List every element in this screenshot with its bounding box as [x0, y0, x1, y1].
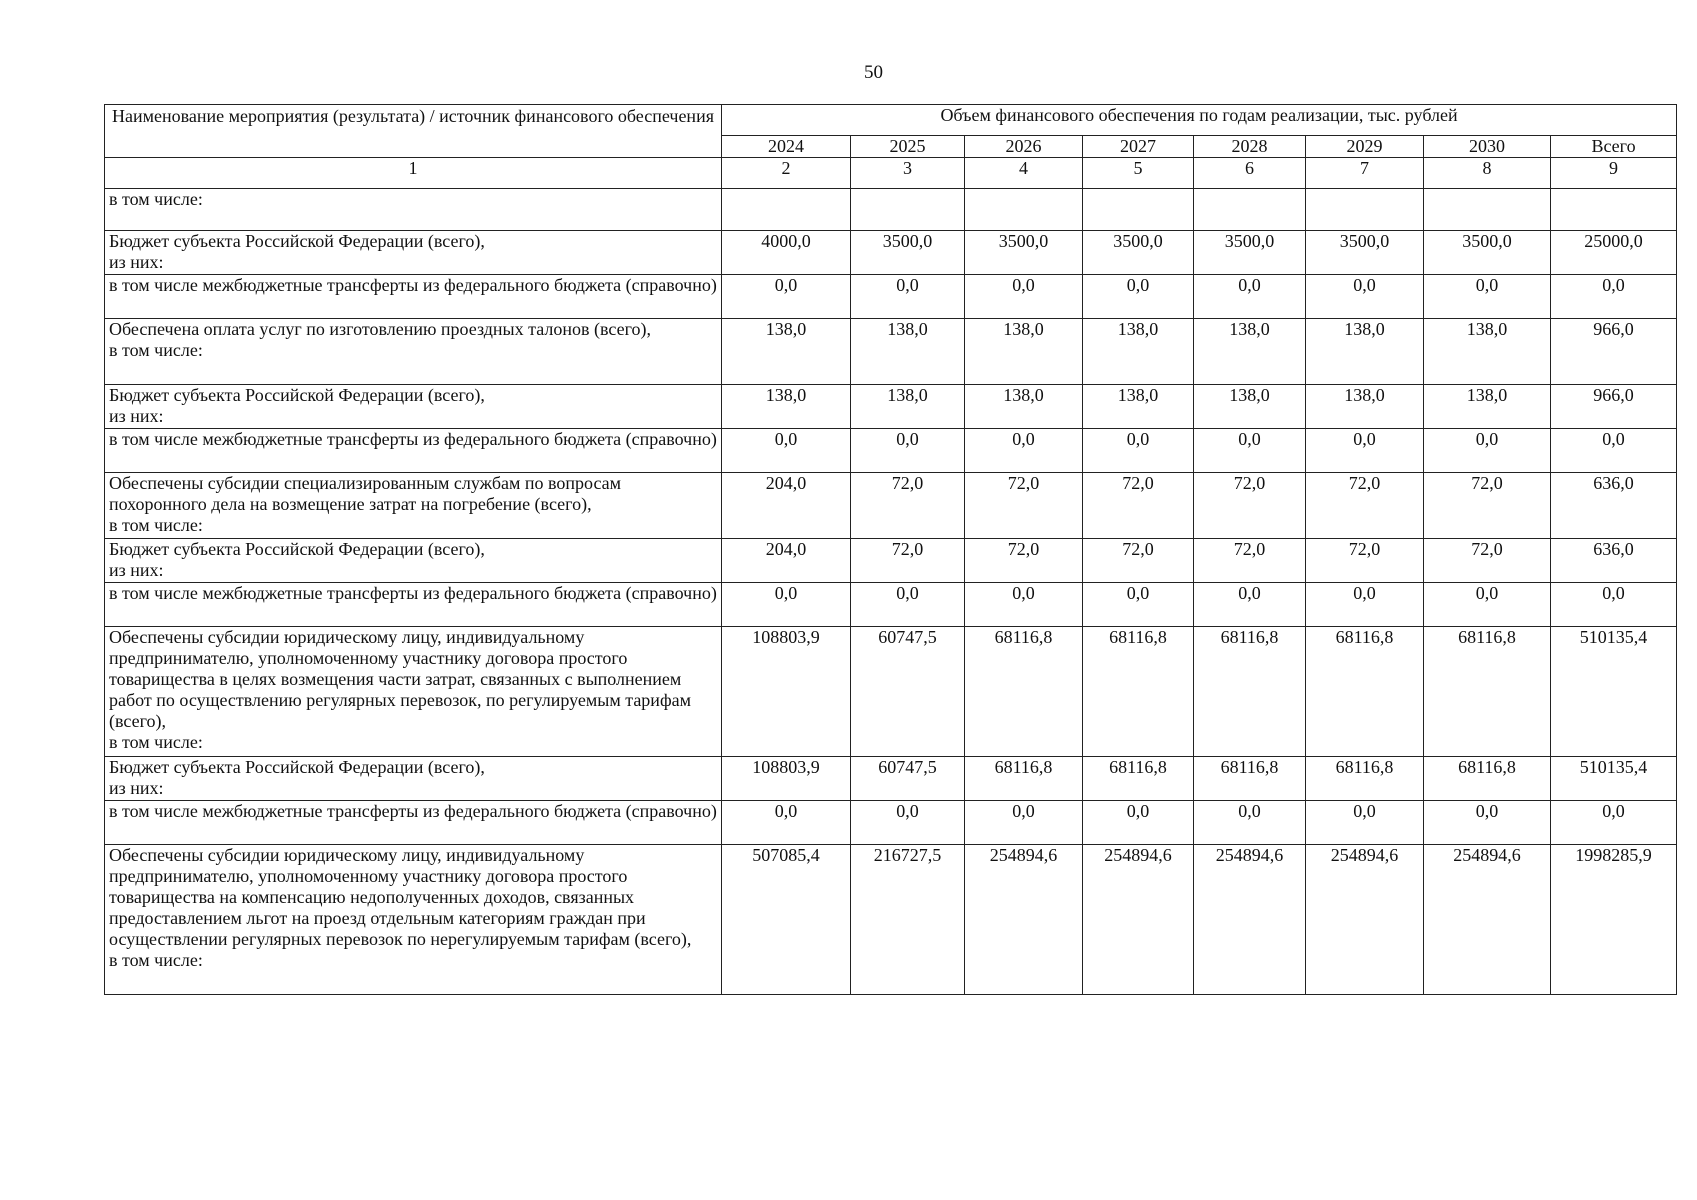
header-year-cell: Всего	[1551, 136, 1677, 158]
row-value-cell: 0,0	[722, 801, 851, 845]
row-value-cell: 0,0	[1194, 583, 1306, 627]
row-value-cell	[1306, 189, 1424, 231]
row-value-cell: 0,0	[1306, 801, 1424, 845]
row-value-cell: 72,0	[1424, 539, 1551, 583]
row-value-cell: 0,0	[965, 275, 1083, 319]
row-name-cell: Бюджет субъекта Российской Федерации (всего), из них:	[105, 539, 722, 583]
table-row	[105, 189, 1677, 231]
row-value-cell: 68116,8	[1194, 627, 1306, 757]
row-name-cell: в том числе межбюджетные трансферты из федерального бюджета (справочно)	[105, 429, 722, 473]
row-value-cell: 72,0	[1083, 539, 1194, 583]
row-value-cell: 510135,4	[1551, 757, 1677, 801]
row-value-cell: 216727,5	[851, 845, 965, 995]
row-value-cell: 138,0	[1083, 385, 1194, 429]
row-value-cell: 0,0	[1194, 801, 1306, 845]
row-value-cell: 138,0	[1306, 385, 1424, 429]
row-value-cell: 72,0	[965, 539, 1083, 583]
header-year-cell: 2030	[1424, 136, 1551, 158]
table-body	[105, 189, 1677, 995]
row-name-cell: в том числе межбюджетные трансферты из федерального бюджета (справочно)	[105, 801, 722, 845]
row-name-cell: Бюджет субъекта Российской Федерации (всего), из них:	[105, 757, 722, 801]
row-value-cell	[1083, 189, 1194, 231]
row-value-cell: 0,0	[1194, 429, 1306, 473]
row-value-cell: 0,0	[1083, 429, 1194, 473]
row-value-cell: 510135,4	[1551, 627, 1677, 757]
row-value-cell: 0,0	[851, 583, 965, 627]
row-name-cell: Обеспечены субсидии специализированным службам по вопросам похоронного дела на возмещение затрат на погребение (всего), в том числе:	[105, 473, 722, 539]
row-value-cell: 966,0	[1551, 385, 1677, 429]
row-name-cell: Обеспечена оплата услуг по изготовлению проездных талонов (всего), в том числе:	[105, 319, 722, 385]
financing-table	[104, 104, 1677, 995]
row-value-cell: 254894,6	[1194, 845, 1306, 995]
row-value-cell: 0,0	[1551, 801, 1677, 845]
row-value-cell: 3500,0	[1194, 231, 1306, 275]
header-year-cell: 2028	[1194, 136, 1306, 158]
header-column-number-cell: 7	[1306, 158, 1424, 189]
row-value-cell: 254894,6	[965, 845, 1083, 995]
row-value-cell: 0,0	[1306, 429, 1424, 473]
row-value-cell: 0,0	[1424, 275, 1551, 319]
header-column-number-cell: 3	[851, 158, 965, 189]
row-value-cell: 636,0	[1551, 473, 1677, 539]
row-value-cell: 72,0	[851, 473, 965, 539]
row-value-cell: 138,0	[1083, 319, 1194, 385]
header-column-number-cell: 1	[105, 158, 722, 189]
row-value-cell: 138,0	[1424, 319, 1551, 385]
row-value-cell: 138,0	[1424, 385, 1551, 429]
row-value-cell: 0,0	[1306, 275, 1424, 319]
row-value-cell: 138,0	[965, 319, 1083, 385]
table-row	[105, 627, 1677, 757]
row-value-cell: 0,0	[1551, 583, 1677, 627]
row-value-cell	[965, 189, 1083, 231]
row-value-cell: 108803,9	[722, 627, 851, 757]
row-name-cell: в том числе межбюджетные трансферты из федерального бюджета (справочно)	[105, 275, 722, 319]
table-row	[105, 583, 1677, 627]
row-value-cell: 966,0	[1551, 319, 1677, 385]
table-row	[105, 429, 1677, 473]
header-column-number-cell: 6	[1194, 158, 1306, 189]
row-name-cell: в том числе межбюджетные трансферты из федерального бюджета (справочно)	[105, 583, 722, 627]
page-number: 50	[864, 62, 883, 83]
header-year-cell: 2029	[1306, 136, 1424, 158]
row-value-cell: 108803,9	[722, 757, 851, 801]
row-value-cell: 4000,0	[722, 231, 851, 275]
row-value-cell: 0,0	[1306, 583, 1424, 627]
row-value-cell: 0,0	[1551, 275, 1677, 319]
row-value-cell: 0,0	[965, 801, 1083, 845]
row-name-cell: Бюджет субъекта Российской Федерации (всего), из них:	[105, 231, 722, 275]
row-value-cell: 138,0	[722, 385, 851, 429]
row-value-cell: 0,0	[1424, 429, 1551, 473]
row-value-cell: 0,0	[1551, 429, 1677, 473]
row-value-cell: 0,0	[851, 275, 965, 319]
row-value-cell	[851, 189, 965, 231]
row-value-cell: 0,0	[722, 583, 851, 627]
row-value-cell: 0,0	[722, 275, 851, 319]
row-value-cell: 507085,4	[722, 845, 851, 995]
header-column-number-cell: 8	[1424, 158, 1551, 189]
row-value-cell: 68116,8	[1194, 757, 1306, 801]
row-value-cell: 204,0	[722, 473, 851, 539]
row-value-cell: 68116,8	[1306, 627, 1424, 757]
row-name-cell: Обеспечены субсидии юридическому лицу, индивидуальному предпринимателю, уполномоченному участнику договора простого товарищества на компенсацию недополученных доходов, связанных предоставлением льгот на проезд отдельным категориям граждан при осуществлении регулярных перевозок по нерегулируемым тарифам (всего), в том числе:	[105, 845, 722, 995]
row-value-cell: 72,0	[965, 473, 1083, 539]
table-row	[105, 275, 1677, 319]
table-row	[105, 385, 1677, 429]
row-value-cell: 0,0	[722, 429, 851, 473]
row-value-cell: 72,0	[1306, 539, 1424, 583]
row-value-cell: 68116,8	[1306, 757, 1424, 801]
row-value-cell: 3500,0	[965, 231, 1083, 275]
row-value-cell: 138,0	[722, 319, 851, 385]
row-value-cell: 3500,0	[1083, 231, 1194, 275]
row-value-cell: 72,0	[1083, 473, 1194, 539]
table-row	[105, 539, 1677, 583]
row-value-cell: 204,0	[722, 539, 851, 583]
row-value-cell	[1194, 189, 1306, 231]
row-value-cell: 0,0	[1424, 583, 1551, 627]
row-value-cell: 0,0	[1083, 583, 1194, 627]
row-value-cell: 68116,8	[965, 627, 1083, 757]
row-name-cell: Бюджет субъекта Российской Федерации (всего), из них:	[105, 385, 722, 429]
row-value-cell: 138,0	[851, 319, 965, 385]
table-row	[105, 845, 1677, 995]
row-value-cell: 3500,0	[1306, 231, 1424, 275]
table-row	[105, 319, 1677, 385]
header-year-cell: 2025	[851, 136, 965, 158]
row-value-cell	[722, 189, 851, 231]
row-value-cell: 68116,8	[1083, 627, 1194, 757]
row-value-cell: 68116,8	[1424, 627, 1551, 757]
row-value-cell: 636,0	[1551, 539, 1677, 583]
header-year-cell: 2024	[722, 136, 851, 158]
row-value-cell: 0,0	[851, 429, 965, 473]
row-value-cell: 72,0	[1194, 473, 1306, 539]
header-column-number-cell: 4	[965, 158, 1083, 189]
row-name-cell: в том числе:	[105, 189, 722, 231]
row-value-cell: 72,0	[1424, 473, 1551, 539]
row-value-cell: 138,0	[1194, 319, 1306, 385]
header-column-number-cell: 9	[1551, 158, 1677, 189]
table-row	[105, 231, 1677, 275]
header-volume-column: Объем финансового обеспечения по годам реализации, тыс. рублей	[722, 105, 1677, 136]
header-year-cell: 2026	[965, 136, 1083, 158]
table-row	[105, 757, 1677, 801]
row-value-cell	[1424, 189, 1551, 231]
row-value-cell: 138,0	[965, 385, 1083, 429]
row-value-cell: 254894,6	[1306, 845, 1424, 995]
row-value-cell: 3500,0	[851, 231, 965, 275]
row-value-cell: 0,0	[851, 801, 965, 845]
header-column-numbers-row	[105, 158, 1677, 189]
row-value-cell: 68116,8	[1083, 757, 1194, 801]
row-value-cell: 25000,0	[1551, 231, 1677, 275]
row-value-cell: 3500,0	[1424, 231, 1551, 275]
row-value-cell: 0,0	[1424, 801, 1551, 845]
table-row	[105, 473, 1677, 539]
row-value-cell: 68116,8	[965, 757, 1083, 801]
header-year-cell: 2027	[1083, 136, 1194, 158]
row-value-cell: 68116,8	[1424, 757, 1551, 801]
row-value-cell: 72,0	[851, 539, 965, 583]
row-name-cell: Обеспечены субсидии юридическому лицу, индивидуальному предпринимателю, уполномоченному участнику договора простого товарищества в целях возмещения части затрат, связанных с выполнением работ по осуществлению регулярных перевозок, по регулируемым тарифам (всего), в том числе:	[105, 627, 722, 757]
row-value-cell: 1998285,9	[1551, 845, 1677, 995]
row-value-cell: 0,0	[965, 429, 1083, 473]
row-value-cell: 0,0	[965, 583, 1083, 627]
row-value-cell: 138,0	[851, 385, 965, 429]
row-value-cell: 254894,6	[1424, 845, 1551, 995]
row-value-cell: 60747,5	[851, 757, 965, 801]
row-value-cell: 72,0	[1306, 473, 1424, 539]
row-value-cell: 60747,5	[851, 627, 965, 757]
table-row	[105, 801, 1677, 845]
row-value-cell: 138,0	[1194, 385, 1306, 429]
row-value-cell: 0,0	[1083, 275, 1194, 319]
row-value-cell: 138,0	[1306, 319, 1424, 385]
header-name-column: Наименование мероприятия (результата) / источник финансового обеспечения	[105, 105, 722, 158]
header-column-number-cell: 2	[722, 158, 851, 189]
row-value-cell: 0,0	[1194, 275, 1306, 319]
row-value-cell: 0,0	[1083, 801, 1194, 845]
row-value-cell: 72,0	[1194, 539, 1306, 583]
row-value-cell: 254894,6	[1083, 845, 1194, 995]
row-value-cell	[1551, 189, 1677, 231]
header-column-number-cell: 5	[1083, 158, 1194, 189]
